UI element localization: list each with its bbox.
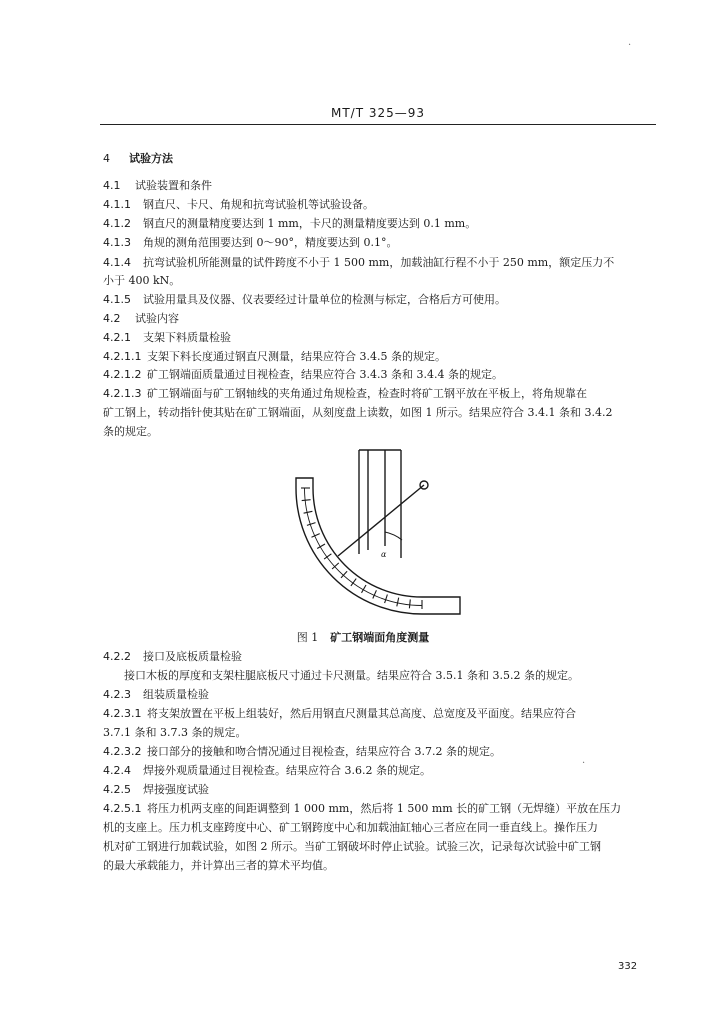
clause-text: 机的支座上。压力机支座跨度中心、矿工钢跨度中心和加载油缸轴心三者应在同一垂直线上。操作压力 <box>103 821 598 834</box>
clause-text: 矿工钢上，转动指针使其贴在矿工钢端面，从刻度盘上读数，如图 1 所示。结果应符合 3.4.1 条和 3.4.2 <box>103 406 613 419</box>
clause-text: 支架下料质量检验 <box>143 331 231 344</box>
clause-number: 4.2.3.2 <box>103 745 142 758</box>
scale-tick <box>312 534 320 538</box>
scale-ticks <box>301 488 422 609</box>
clause-number: 4.2.5.1 <box>103 802 142 815</box>
clause-number: 4.2.1.3 <box>103 387 142 400</box>
clause-line <box>103 312 659 326</box>
clause-number: 4.1.3 <box>103 236 131 249</box>
clause-number: 4.2.1 <box>103 331 131 344</box>
standard-header: MT/T 325—93 <box>330 106 426 120</box>
clause-line <box>103 198 659 212</box>
figure-label: 图 1 <box>296 631 319 644</box>
clause-line <box>103 745 659 759</box>
scale-tick <box>307 523 316 526</box>
clause-text: 试验方法 <box>129 152 173 165</box>
clause-line <box>103 256 659 270</box>
header-rule <box>100 124 656 125</box>
scale-tick <box>397 598 399 607</box>
clause-line <box>103 368 659 382</box>
clause-continuation <box>103 406 659 420</box>
clause-continuation <box>103 859 659 873</box>
clause-text: 将支架放置在平板上组装好，然后用钢直尺测量其总高度、总宽度及平面度。结果应符合 <box>147 707 576 720</box>
clause-continuation <box>124 669 680 683</box>
angle-measurement-figure <box>290 448 462 620</box>
clause-text: 3.7.1 条和 3.7.3 条的规定。 <box>103 726 247 739</box>
clause-line <box>103 688 659 702</box>
clause-text: 组装质量检验 <box>143 688 209 701</box>
clause-continuation <box>103 274 659 288</box>
clause-line <box>103 331 659 345</box>
clause-line <box>103 783 659 797</box>
clause-text: 矿工钢端面质量通过目视检查，结果应符合 3.4.3 条和 3.4.4 条的规定。 <box>147 368 503 381</box>
clause-number: 4 <box>103 152 110 165</box>
clause-line <box>103 802 659 816</box>
clause-text: 条的规定。 <box>103 425 158 438</box>
clause-text: 试验内容 <box>135 312 179 325</box>
clause-text: 的最大承载能力，并计算出三者的算术平均值。 <box>103 859 334 872</box>
scale-tick <box>373 590 377 598</box>
clause-continuation <box>103 425 659 439</box>
scan-speck: · <box>628 40 632 51</box>
clause-line <box>103 350 659 364</box>
clause-text: 试验用量具及仪器、仪表要经过计量单位的检测与标定，合格后方可使用。 <box>143 293 506 306</box>
clause-text: 接口木板的厚度和支架柱腿底板尺寸通过卡尺测量。结果应符合 3.5.1 条和 3.5.2 条的规定。 <box>124 669 579 682</box>
angle-symbol: α <box>381 550 387 559</box>
clause-text: 接口部分的接触和吻合情况通过目视检查，结果应符合 3.7.2 条的规定。 <box>147 745 501 758</box>
clause-number: 4.2.2 <box>103 650 131 663</box>
clause-text: 钢直尺的测量精度要达到 1 mm，卡尺的测量精度要达到 0.1 mm。 <box>143 217 477 230</box>
clause-continuation <box>103 726 659 740</box>
section-heading <box>103 152 659 166</box>
clause-number: 4.2.3 <box>103 688 131 701</box>
clause-number: 4.1.2 <box>103 217 131 230</box>
scale-tick <box>409 599 410 608</box>
clause-text: 机对矿工钢进行加载试验，如图 2 所示。当矿工钢破坏时停止试验。试验三次，记录每次试验中矿工钢 <box>103 840 601 853</box>
clause-number: 4.2.4 <box>103 764 131 777</box>
clause-line <box>103 293 659 307</box>
clause-line <box>103 217 659 231</box>
clause-number: 4.2.1.1 <box>103 350 142 363</box>
clause-number: 4.1.4 <box>103 256 131 269</box>
clause-text: 试验装置和条件 <box>135 179 212 192</box>
clause-text: 矿工钢端面与矿工钢轴线的夹角通过角规检查，检查时将矿工钢平放在平板上，将角规靠在 <box>147 387 587 400</box>
clause-continuation <box>103 821 659 835</box>
clause-number: 4.1.5 <box>103 293 131 306</box>
clause-text: 小于 400 kN。 <box>103 274 181 287</box>
scale-arc <box>305 488 423 606</box>
clause-number: 4.2.1.2 <box>103 368 142 381</box>
clause-text: 支架下料长度通过钢直尺测量，结果应符合 3.4.5 条的规定。 <box>147 350 446 363</box>
clause-text: 抗弯试验机所能测量的试件跨度不小于 1 500 mm，加载油缸行程不小于 250 mm，额定压力不 <box>143 256 615 269</box>
clause-text: 焊接外观质量通过目视检查。结果应符合 3.6.2 条的规定。 <box>143 764 431 777</box>
clause-number: 4.2 <box>103 312 121 325</box>
clause-text: 钢直尺、卡尺、角规和抗弯试验机等试验设备。 <box>143 198 374 211</box>
clause-text: 接口及底板质量检验 <box>143 650 242 663</box>
clause-line <box>103 650 659 664</box>
clause-line <box>103 179 659 193</box>
clause-text: 焊接强度试验 <box>143 783 209 796</box>
clause-number: 4.2.3.1 <box>103 707 142 720</box>
figure-title: 矿工钢端面角度测量 <box>330 631 430 644</box>
clause-line <box>103 387 659 401</box>
scan-speck: · <box>582 758 586 769</box>
clause-text: 角规的测角范围要达到 0～90°，精度要达到 0.1°。 <box>143 236 398 249</box>
clause-number: 4.2.5 <box>103 783 131 796</box>
clause-line <box>103 707 659 721</box>
clause-line <box>103 764 659 778</box>
scale-tick <box>385 595 388 604</box>
clause-number: 4.1 <box>103 179 121 192</box>
clause-text: 将压力机两支座的间距调整到 1 000 mm，然后将 1 500 mm 长的矿工钢（无焊缝）平放在压力 <box>147 802 622 815</box>
scale-tick <box>304 511 313 513</box>
clause-number: 4.1.1 <box>103 198 131 211</box>
clause-line <box>103 236 659 250</box>
clause-continuation <box>103 840 659 854</box>
pointer-line <box>338 485 424 556</box>
page-number: 332 <box>618 961 638 972</box>
figure-caption <box>0 629 726 645</box>
scale-tick <box>302 500 311 501</box>
